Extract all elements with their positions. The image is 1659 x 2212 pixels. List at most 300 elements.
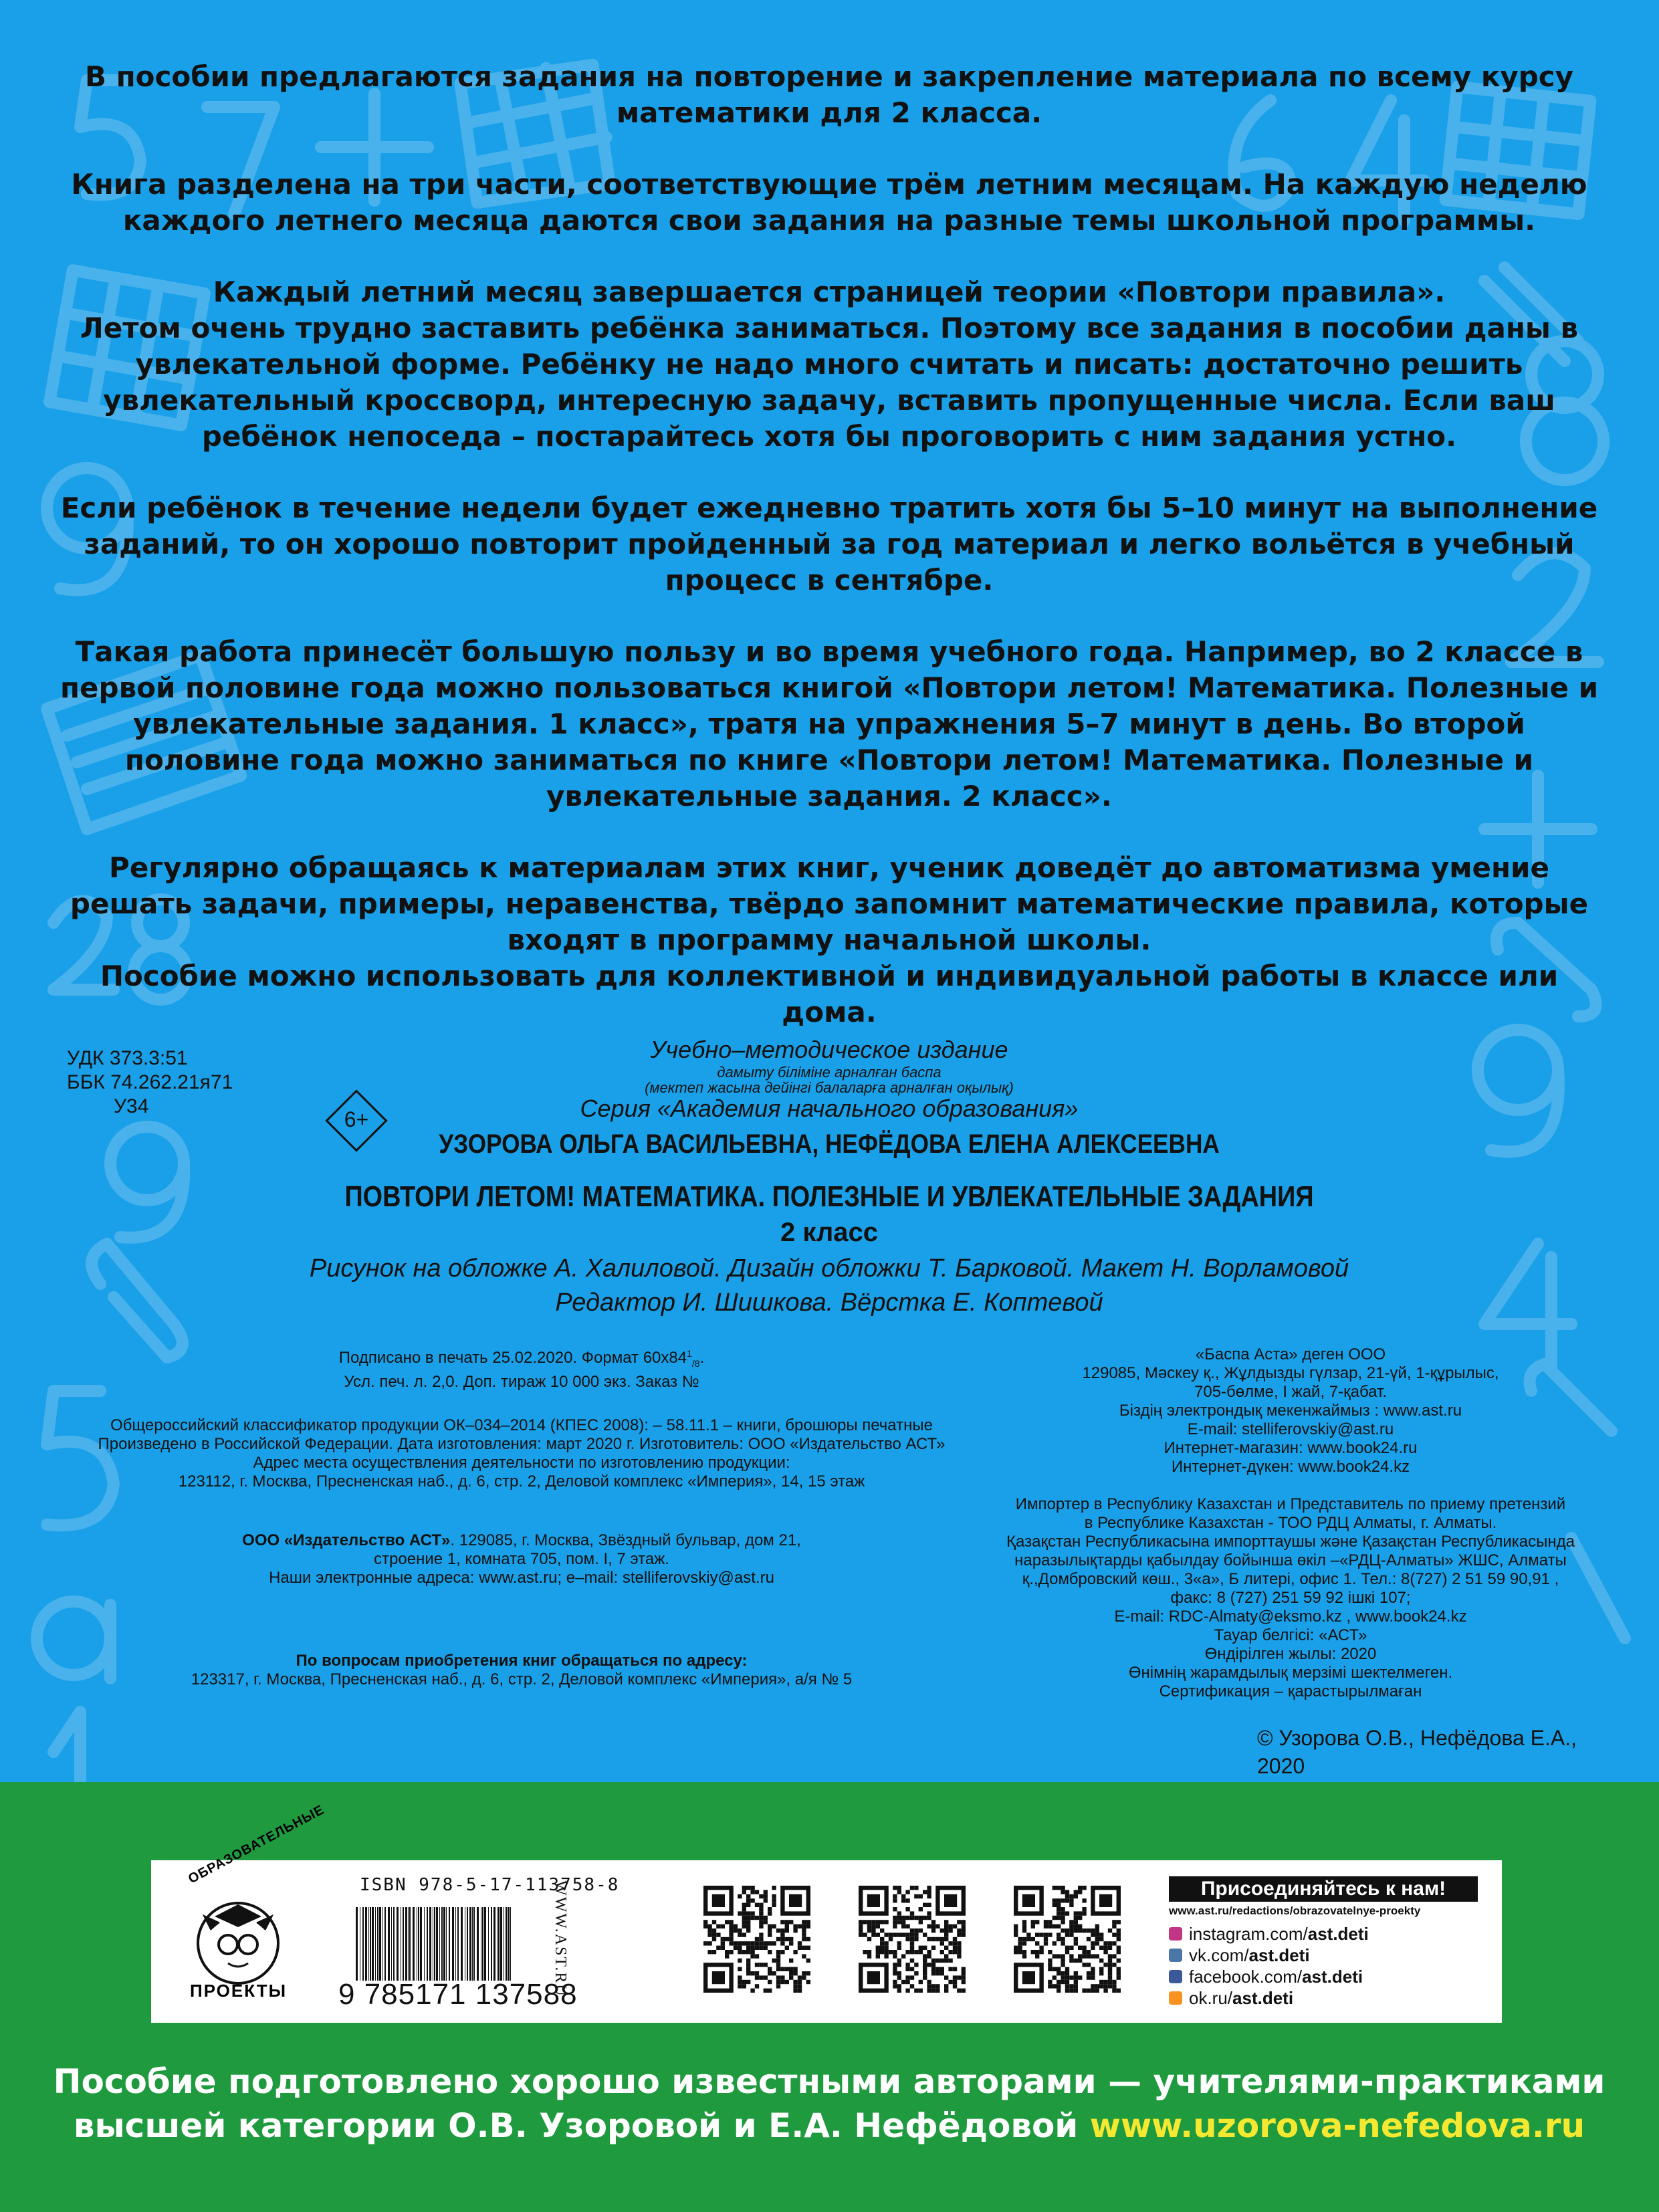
qr-module: [957, 1954, 961, 1958]
qr-module: [1061, 1941, 1065, 1945]
barcode-bar: [469, 1907, 471, 1981]
qr-module: [1057, 1907, 1061, 1911]
qr-module: [764, 1916, 768, 1920]
qr-module: [1074, 1894, 1078, 1898]
qr-module: [734, 1941, 738, 1945]
qr-module: [944, 1975, 948, 1979]
qr-module: [931, 1967, 935, 1971]
qr-module: [746, 1911, 750, 1915]
qr-module: [1099, 1980, 1103, 1984]
qr-module: [1087, 1928, 1091, 1932]
qr-module: [1014, 1928, 1018, 1932]
qr-module: [871, 1920, 875, 1924]
qr-module: [962, 1980, 966, 1984]
qr-module: [729, 1950, 733, 1954]
qr-module: [1065, 1932, 1069, 1937]
kz-publisher-line: Біздің электрондық мекенжаймыз : www.ast.ru: [1119, 1402, 1462, 1420]
qr-module: [742, 1903, 746, 1907]
qr-module: [1053, 1967, 1057, 1971]
qr-module: [802, 1937, 806, 1941]
address-line: 123112, г. Москва, Пресненская наб., д. 6, стр. 2, Деловой комплекс «Империя», 14, 15 этаж: [178, 1472, 865, 1490]
qr-module: [893, 1898, 897, 1902]
qr-module: [776, 1980, 780, 1984]
qr-module: [901, 1924, 905, 1928]
qr-module: [1048, 1924, 1052, 1928]
qr-module: [901, 1932, 905, 1937]
qr-module: [750, 1886, 754, 1890]
barcode-bar: [388, 1907, 390, 1981]
qr-module: [901, 1954, 905, 1958]
qr-module: [1087, 1950, 1091, 1954]
qr-module: [1082, 1886, 1086, 1890]
qr-module: [806, 1980, 810, 1984]
qr-module: [919, 1950, 923, 1954]
qr-module: [789, 1941, 793, 1945]
qr-module: [910, 1886, 914, 1890]
qr-module: [1087, 1975, 1091, 1979]
qr-module: [776, 1967, 780, 1971]
qr-module: [780, 1920, 784, 1924]
qr-module: [1099, 1984, 1103, 1988]
qr-module: [1014, 1924, 1018, 1928]
qr-module: [919, 1894, 923, 1898]
qr-module: [923, 1963, 927, 1967]
barcode-panel: [151, 1802, 1502, 2023]
qr-module: [889, 1937, 893, 1941]
publisher-line-1: [40, 1531, 1003, 1550]
qr-module: [1053, 1984, 1057, 1988]
qr-module: [867, 1894, 880, 1907]
qr-module: [962, 1975, 966, 1979]
qr-module: [793, 1971, 797, 1975]
kz-importer-line: Өндірілген жылы: 2020: [1204, 1645, 1377, 1663]
qr-module: [893, 1924, 897, 1928]
qr-module: [1053, 1903, 1057, 1907]
social-link[interactable]: [1169, 1966, 1478, 1987]
qr-module: [914, 1886, 918, 1890]
qr-module: [897, 1984, 901, 1988]
social-link[interactable]: [1169, 1945, 1478, 1966]
qr-module: [772, 1924, 776, 1928]
qr-module: [1082, 1989, 1086, 1993]
qr-module: [1048, 1980, 1052, 1984]
qr-module: [1112, 1932, 1116, 1937]
qr-module: [923, 1971, 927, 1975]
qr-module: [806, 1946, 810, 1950]
qr-module: [927, 1950, 931, 1954]
qr-module: [712, 1928, 716, 1932]
qr-module: [1069, 1975, 1073, 1979]
qr-module: [759, 1907, 763, 1911]
qr-module: [764, 1890, 768, 1894]
social-link[interactable]: [1169, 1923, 1478, 1945]
qr-module: [759, 1963, 763, 1967]
qr-module: [1057, 1989, 1061, 1993]
qr-module: [789, 1971, 793, 1975]
qr-module: [707, 1928, 711, 1932]
qr-module: [734, 1924, 738, 1928]
qr-module: [768, 1928, 772, 1932]
qr-module: [910, 1932, 914, 1937]
footer-line-1: Пособие подготовлено хорошо известными авторами — учителями-практиками: [53, 2062, 1606, 2101]
qr-module: [1065, 1980, 1069, 1984]
qr-module: [905, 1989, 909, 1993]
qr-module: [712, 1950, 716, 1954]
qr-module: [901, 1916, 905, 1920]
qr-module: [953, 1946, 957, 1950]
qr-module: [893, 1932, 897, 1937]
intro-paragraph-3b: Летом очень трудно заставить ребёнка заниматься. Поэтому все задания в пособии даны в увлекательной форме. Ребёнку не надо много считать и писать: достаточно решить увлекательный кроссворд, интересную задачу, вставить пропущенные числа. Если ваш ребёнок непоседа – постарайтесь хотя бы проговорить с ним задания устно.: [80, 312, 1579, 453]
kz-importer-line: Сертификация – қарастырылмаған: [1159, 1682, 1422, 1700]
qr-module: [776, 1984, 780, 1988]
qr-module: [897, 1886, 901, 1890]
qr-module: [750, 1954, 754, 1958]
qr-module: [1108, 1971, 1112, 1975]
barcode-bar: [493, 1907, 495, 1981]
series-name: Серия «Академия начального образования»: [580, 1095, 1079, 1122]
qr-module: [901, 1980, 905, 1984]
intro-paragraph-6a: Регулярно обращаясь к материалам этих книг, ученик доведёт до автоматизма умение решать задачи, примеры, неравенства, твёрдо запомнит математические правила, которые входят в программу начальной школы.: [70, 851, 1589, 956]
qr-module: [914, 1894, 918, 1898]
qr-module: [738, 1946, 742, 1950]
qr-module: [721, 1941, 725, 1945]
kz-publisher-line: 129085, Мәскеу қ., Жұлдызды гүлзар, 21-үй, 1-құрылыс,: [1082, 1364, 1499, 1382]
qr-module: [798, 1941, 802, 1945]
qr-module: [707, 1932, 711, 1937]
qr-module: [1035, 1954, 1039, 1958]
qr-module: [1078, 1886, 1082, 1890]
qr-module: [1117, 1975, 1121, 1979]
qr-module: [1065, 1946, 1069, 1950]
qr-module: [1112, 1984, 1116, 1988]
kz-importer-line: Тауар белгісі: «АСТ»: [1214, 1626, 1367, 1644]
qr-module: [768, 1971, 772, 1975]
qr-module: [1069, 1984, 1073, 1988]
qr-module: [910, 1967, 914, 1971]
qr-module: [1069, 1928, 1073, 1932]
qr-module: [746, 1894, 750, 1898]
qr-module: [1074, 1916, 1078, 1920]
qr-module: [953, 1950, 957, 1954]
qr-module: [1074, 1924, 1078, 1928]
qr-module: [759, 1903, 763, 1907]
barcode-bar: [375, 1907, 376, 1981]
qr-module: [919, 1907, 923, 1911]
qr-module: [944, 1920, 948, 1924]
qr-module: [772, 1959, 776, 1963]
qr-module: [1065, 1911, 1069, 1915]
intro-paragraph-4: Если ребёнок в течение недели будет ежедневно тратить хотя бы 5–10 минут на выполнение заданий, то он хорошо повторит пройденный за год материал и легко вольётся в учебный процесс в сентябре.: [60, 491, 1598, 596]
qr-module: [940, 1937, 944, 1941]
age-rating-label: 6+: [344, 1107, 369, 1131]
qr-module: [1117, 1946, 1121, 1950]
qr-module: [798, 1946, 802, 1950]
qr-module: [768, 1924, 772, 1928]
qr-code-1[interactable]: [703, 1886, 810, 1993]
qr-module: [780, 1928, 784, 1932]
qr-module: [742, 1916, 746, 1920]
qr-module: [1074, 1911, 1078, 1915]
qr-module: [1053, 1886, 1057, 1890]
qr-module: [746, 1959, 750, 1963]
qr-module: [768, 1932, 772, 1937]
qr-module: [1061, 1959, 1065, 1963]
qr-module: [1074, 1984, 1078, 1988]
qr-module: [867, 1954, 871, 1958]
qr-module: [1091, 1984, 1095, 1988]
qr-module: [923, 1932, 927, 1937]
barcode-bar: [482, 1907, 483, 1981]
qr-module: [1074, 1980, 1078, 1984]
qr-module: [1074, 1928, 1078, 1932]
social-link[interactable]: [1169, 1987, 1478, 2009]
made-line: Произведено в Российской Федерации. Дата изготовления: март 2020 г. Изготовитель: ООО «Издательство АСТ»: [98, 1435, 946, 1453]
qr-module: [910, 1937, 914, 1941]
qr-module: [1112, 1989, 1116, 1993]
qr-module: [944, 1954, 948, 1958]
qr-module: [772, 1894, 776, 1898]
qr-module: [1095, 1941, 1099, 1945]
qr-module: [785, 1980, 789, 1984]
qr-module: [893, 1920, 897, 1924]
qr-module: [1014, 1932, 1018, 1937]
qr-module: [884, 1941, 888, 1945]
qr-module: [931, 1920, 935, 1924]
qr-module: [880, 1920, 884, 1924]
qr-module: [742, 1941, 746, 1945]
qr-module: [905, 1898, 909, 1902]
qr-module: [802, 1971, 806, 1975]
qr-module: [884, 1932, 888, 1937]
qr-module: [1095, 1937, 1099, 1941]
qr-module: [897, 1920, 901, 1924]
barcode-bar: [443, 1907, 445, 1981]
qr-module: [742, 1984, 746, 1988]
qr-module: [755, 1975, 759, 1979]
qr-module: [1091, 1941, 1095, 1945]
qr-module: [1065, 1989, 1069, 1993]
social-prefix: facebook.com/: [1189, 1966, 1303, 1987]
intro-paragraph-6b: Пособие можно использовать для коллективной и индивидуальной работы в классе или дома.: [100, 960, 1559, 1028]
qr-module: [721, 1937, 725, 1941]
qr-module: [721, 1946, 725, 1950]
qr-module: [755, 1971, 759, 1975]
qr-module: [1061, 1975, 1065, 1979]
qr-module: [940, 1959, 944, 1963]
qr-module: [780, 1932, 784, 1937]
qr-module: [772, 1898, 776, 1902]
qr-module: [746, 1928, 750, 1932]
qr-module: [1078, 1975, 1082, 1979]
qr-module: [746, 1920, 750, 1924]
qr-module: [742, 1924, 746, 1928]
qr-module: [859, 1920, 863, 1924]
join-url[interactable]: www.ast.ru/redactions/obrazovatelnye-proekty: [1169, 1904, 1421, 1917]
qr-module: [712, 1971, 725, 1984]
qr-module: [764, 1975, 768, 1979]
publisher-line-2: строение 1, комната 705, пом. I, 7 этаж.: [374, 1550, 669, 1568]
qr-module: [712, 1937, 716, 1941]
qr-module: [806, 1924, 810, 1928]
qr-module: [935, 1959, 939, 1963]
qr-module: [893, 1894, 897, 1898]
qr-module: [880, 1941, 884, 1945]
qr-module: [1022, 1950, 1026, 1954]
qr-module: [755, 1984, 759, 1988]
join-title: Присоединяйтесь к нам!: [1169, 1876, 1478, 1902]
qr-module: [1065, 1950, 1069, 1954]
barcode-bar: [427, 1907, 428, 1981]
qr-module: [1078, 1916, 1082, 1920]
qr-module: [738, 1984, 742, 1988]
qr-module: [1099, 1967, 1103, 1971]
qr-module: [889, 1950, 893, 1954]
qr-module: [927, 1963, 931, 1967]
qr-module: [1074, 1959, 1078, 1963]
qr-module: [1117, 1971, 1121, 1975]
barcode-bar: [409, 1907, 411, 1981]
qr-module: [1057, 1932, 1061, 1937]
qr-module: [750, 1898, 754, 1902]
qr-module: [768, 1941, 772, 1945]
qr-module: [1022, 1954, 1026, 1958]
qr-module: [721, 1924, 725, 1928]
qr-module: [1091, 1975, 1095, 1979]
qr-module: [764, 1898, 768, 1902]
isbn: ISBN 978-5-17-113758-8: [360, 1875, 620, 1895]
qr-module: [789, 1975, 793, 1979]
qr-module: [707, 1950, 711, 1954]
qr-module: [1048, 1984, 1052, 1988]
qr-module: [1108, 1941, 1112, 1945]
qr-module: [1035, 1941, 1039, 1945]
qr-module: [1091, 1971, 1095, 1975]
qr-module: [764, 1989, 768, 1993]
qr-module: [734, 1946, 738, 1950]
qr-module: [764, 1963, 768, 1967]
qr-module: [953, 1975, 957, 1979]
social-icon: [1169, 1991, 1182, 2005]
qr-module: [1069, 1932, 1073, 1937]
qr-code-3[interactable]: [1014, 1886, 1121, 1993]
qr-module: [940, 1967, 944, 1971]
qr-module: [793, 1989, 797, 1993]
qr-module: [802, 1924, 806, 1928]
qr-module: [729, 1941, 733, 1945]
qr-code-2[interactable]: [859, 1886, 966, 1993]
qr-module: [923, 1975, 927, 1979]
barcode-bar: [498, 1907, 500, 1981]
qr-module: [772, 1971, 776, 1975]
publisher-info: [40, 1531, 1003, 1587]
qr-module: [927, 1911, 931, 1915]
footer-website-link[interactable]: www.uzorova-nefedova.ru: [1089, 2106, 1585, 2145]
qr-module: [876, 1920, 880, 1924]
qr-module: [729, 1932, 733, 1937]
barcode-bar: [405, 1907, 407, 1981]
qr-module: [738, 1950, 742, 1954]
qr-module: [901, 1898, 905, 1902]
qr-module: [884, 1950, 888, 1954]
qr-module: [859, 1932, 863, 1937]
qr-module: [793, 1984, 797, 1988]
social-icon: [1169, 1949, 1182, 1962]
qr-module: [876, 1946, 880, 1950]
qr-module: [1057, 1911, 1061, 1915]
qr-module: [776, 1928, 780, 1932]
qr-module: [1035, 1920, 1039, 1924]
social-handle: ast.deti: [1307, 1923, 1369, 1944]
qr-module: [1044, 1920, 1048, 1924]
qr-module: [923, 1946, 927, 1950]
qr-module: [931, 1963, 935, 1967]
qr-module: [1112, 1963, 1116, 1967]
qr-module: [789, 1937, 793, 1941]
qr-module: [1035, 1950, 1039, 1954]
qr-module: [1108, 1963, 1112, 1967]
qr-module: [880, 1928, 884, 1932]
intro-text: [60, 59, 1598, 1066]
qr-module: [935, 1984, 939, 1988]
qr-module: [923, 1916, 927, 1920]
qr-module: [750, 1971, 754, 1975]
book-title: ПОВТОРИ ЛЕТОМ! МАТЕМАТИКА. ПОЛЕЗНЫЕ И УВЛЕКАТЕЛЬНЫЕ ЗАДАНИЯ: [344, 1180, 1314, 1213]
qr-module: [712, 1894, 725, 1907]
qr-module: [876, 1924, 880, 1928]
kz-importer-line: қ.,Домбровский көш., 3«а», Б литері, офис 1. Тел.: 8(727) 2 51 59 90,91 ,: [1022, 1570, 1559, 1588]
qr-module: [806, 1971, 810, 1975]
qr-module: [742, 1907, 746, 1911]
qr-module: [746, 1924, 750, 1928]
qr-module: [1108, 1967, 1112, 1971]
qr-module: [1018, 1941, 1022, 1945]
qr-module: [910, 1959, 914, 1963]
qr-module: [1053, 1954, 1057, 1958]
signed-text: Подписано в печать 25.02.2020. Формат 60х84: [338, 1349, 687, 1367]
qr-module: [746, 1971, 750, 1975]
qr-module: [914, 1928, 918, 1932]
qr-module: [919, 1928, 923, 1932]
qr-module: [1112, 1941, 1116, 1945]
barcode-bar: [434, 1907, 435, 1981]
qr-module: [940, 1950, 944, 1954]
qr-module: [1099, 1894, 1112, 1907]
qr-module: [876, 1932, 880, 1937]
qr-module: [768, 1980, 772, 1984]
barcode-bar: [491, 1907, 492, 1981]
qr-module: [1065, 1967, 1069, 1971]
qr-module: [893, 1907, 897, 1911]
logo-text-top: ОБРАЗОВАТЕЛЬНЫЕ: [186, 1802, 327, 1887]
publisher-address: . 129085, г. Москва, Звёздный бульвар, дом 21,: [450, 1531, 801, 1549]
qr-module: [1065, 1890, 1069, 1894]
barcode-bar: [397, 1907, 399, 1981]
qr-module: [931, 1959, 935, 1963]
kz-importer-line: наразылықтарды қабылдау бойынша өкіл –«РДЦ-Алматы» ЖШС, Алматы: [1014, 1551, 1567, 1569]
barcode-bar: [418, 1907, 419, 1981]
qr-module: [1069, 1989, 1073, 1993]
qr-module: [957, 1932, 961, 1937]
kz-publisher-line: 705-бөлме, I жай, 7-қабат.: [1194, 1383, 1387, 1401]
qr-module: [1061, 1898, 1065, 1902]
qr-module: [1044, 1937, 1048, 1941]
qr-module: [905, 1975, 909, 1979]
qr-module: [802, 1954, 806, 1958]
barcode-bar: [461, 1907, 463, 1981]
qr-module: [755, 1890, 759, 1894]
qr-module: [738, 1959, 742, 1963]
qr-module: [1091, 1954, 1095, 1958]
